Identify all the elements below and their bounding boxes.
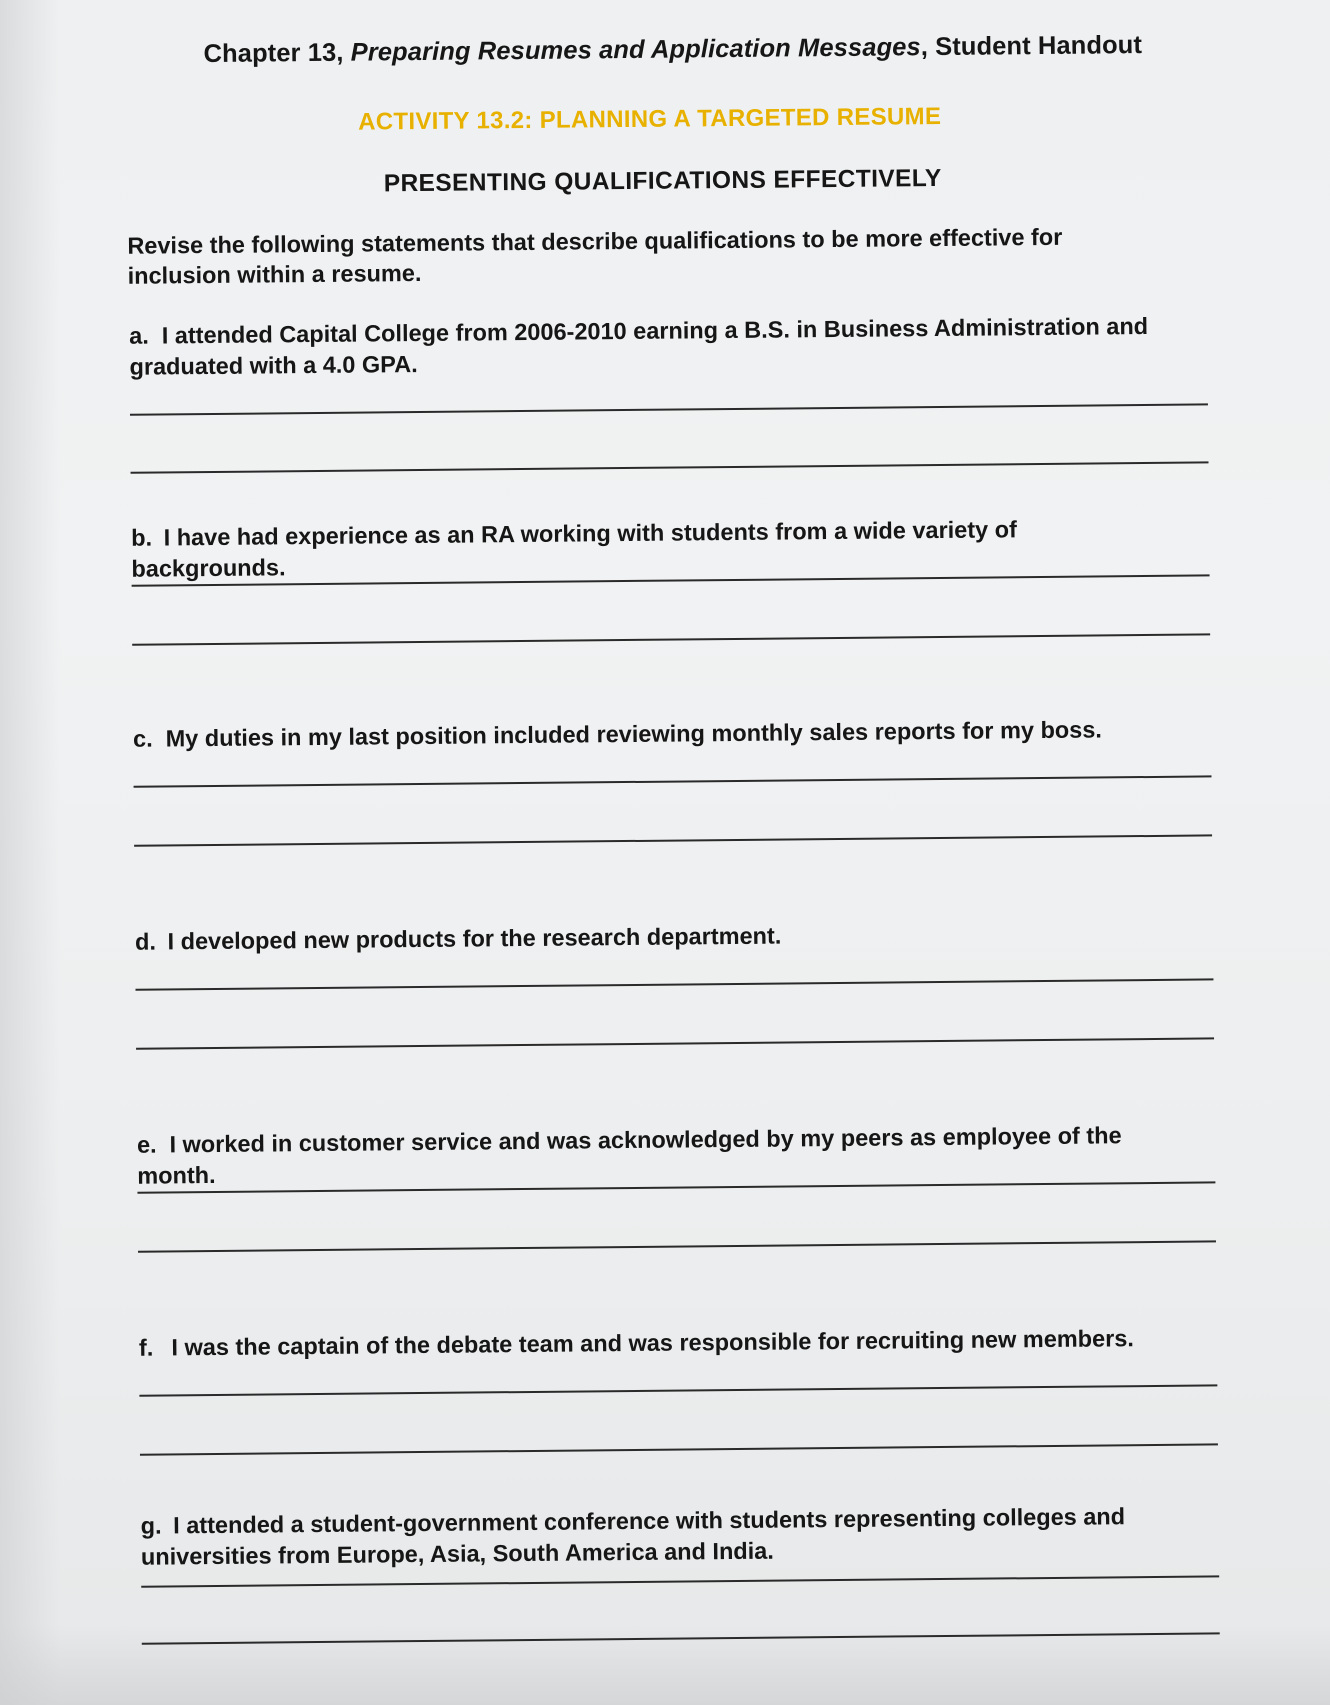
- question-f-text: [139, 1323, 1169, 1364]
- answer-line-a-1[interactable]: [130, 403, 1208, 415]
- answer-line-b-2[interactable]: [132, 633, 1210, 645]
- question-a: [129, 311, 1160, 383]
- question-e-statement: I worked in customer service and was acknowledged by my peers as employee of the month.: [137, 1122, 1122, 1189]
- answer-line-d-2[interactable]: [136, 1037, 1214, 1049]
- question-g-statement: I attended a student-government conference with students representing colleges and universities from Europe, Asia, South America and India.: [140, 1503, 1126, 1570]
- question-a-letter: a.: [129, 322, 149, 349]
- answer-line-e-2[interactable]: [138, 1240, 1216, 1252]
- chapter-title: Preparing Resumes and Application Messages: [350, 33, 921, 67]
- question-e-text: [137, 1120, 1168, 1192]
- question-f-letter: f.: [138, 1334, 154, 1361]
- question-f-statement: I was the captain of the debate team and was responsible for recruiting new members.: [171, 1325, 1135, 1361]
- answer-line-g-2[interactable]: [142, 1632, 1220, 1644]
- question-g: [141, 1501, 1172, 1573]
- question-b-text: [131, 513, 1162, 585]
- question-e: [137, 1120, 1168, 1192]
- question-a-text: [129, 311, 1160, 383]
- chapter-suffix: , Student Handout: [920, 31, 1143, 62]
- question-g-letter: g.: [140, 1512, 162, 1539]
- answer-line-f-1[interactable]: [139, 1384, 1217, 1396]
- question-e-letter: e.: [136, 1131, 157, 1158]
- question-b-letter: b.: [131, 524, 153, 551]
- question-b: [131, 513, 1162, 585]
- section-title: PRESENTING QUALIFICATIONS EFFECTIVELY: [383, 164, 942, 198]
- instructions: Revise the following statements that describe qualifications to be more effective for inclusion within a resume.: [127, 223, 1063, 289]
- question-d-letter: d.: [134, 928, 157, 955]
- question-c-letter: c.: [132, 725, 153, 752]
- question-d: [135, 917, 1165, 958]
- question-c-statement: My duties in my last position included reviewing monthly sales reports for my boss.: [165, 716, 1103, 752]
- question-g-text: [141, 1501, 1172, 1573]
- question-c-text: [133, 714, 1163, 755]
- question-d-statement: I developed new products for the research department.: [167, 922, 782, 955]
- chapter-prefix: Chapter 13,: [203, 38, 351, 69]
- answer-line-a-2[interactable]: [131, 461, 1209, 473]
- answer-line-f-2[interactable]: [140, 1443, 1218, 1455]
- answer-line-d-1[interactable]: [135, 978, 1213, 990]
- question-d-text: [135, 917, 1165, 958]
- question-a-statement: I attended Capital College from 2006-2010 earning a B.S. in Business Administration and graduated with a 4.0 GPA.: [129, 312, 1149, 380]
- question-c: [133, 714, 1163, 755]
- chapter-header: [203, 31, 1142, 69]
- answer-line-c-2[interactable]: [134, 834, 1212, 846]
- question-f: [139, 1323, 1169, 1364]
- answer-line-g-1[interactable]: [141, 1575, 1219, 1587]
- question-b-statement: I have had experience as an RA working with students from a wide variety of backgrounds.: [131, 516, 1017, 582]
- activity-title: ACTIVITY 13.2: PLANNING A TARGETED RESUME: [358, 102, 942, 136]
- answer-line-c-1[interactable]: [134, 775, 1212, 787]
